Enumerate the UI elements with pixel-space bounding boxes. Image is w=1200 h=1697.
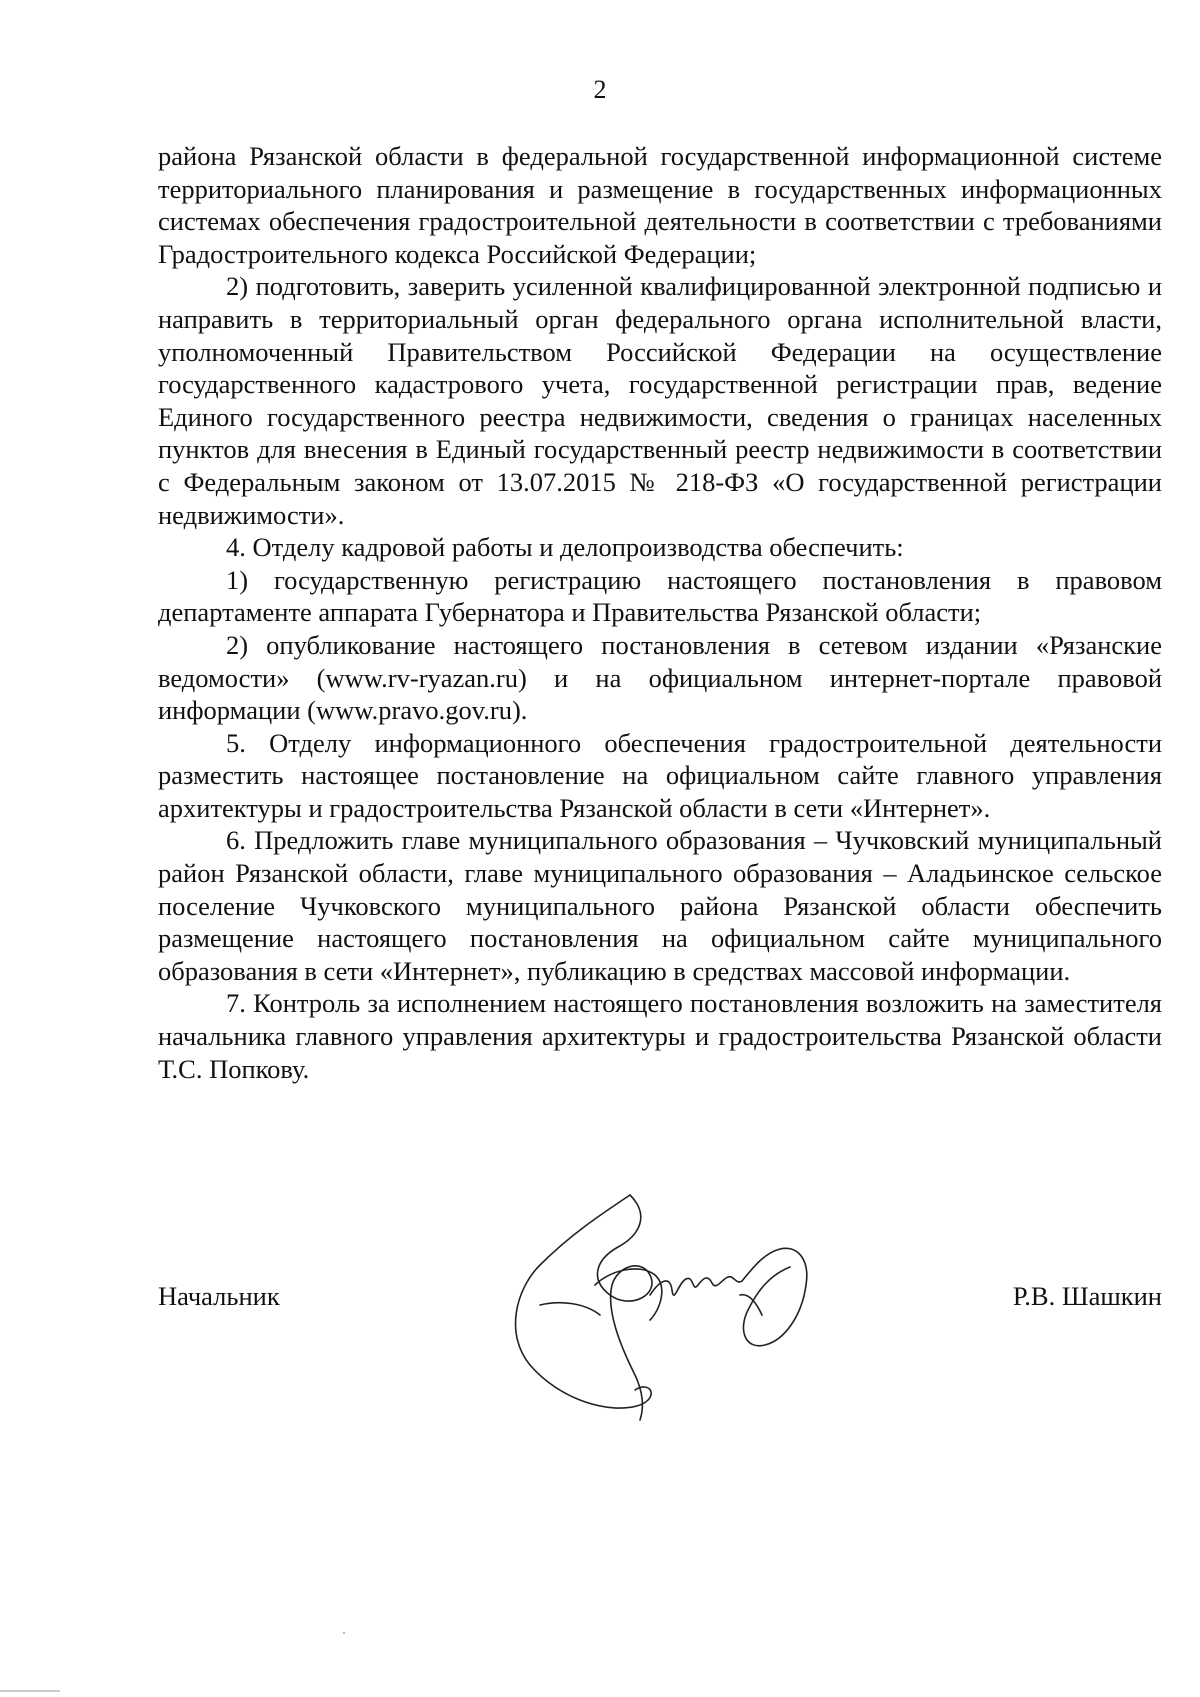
paragraph-item-5: 5. Отделу информационного обеспечения градостроительной деятельности разместить настоящее постановление на официальном сайте главного управления архитектуры и градостроительства Рязанской области в сети «Интернет».: [158, 727, 1162, 823]
handwritten-signature: [500, 1175, 860, 1435]
page-number: 2: [593, 75, 607, 104]
scan-edge-artifact: [0, 1690, 60, 1692]
paragraph-continuation: района Рязанской области в федеральной государственной информационной системе территориального планирования и размещение в государственных информационных системах обеспечения градостроительной деятельности в соответствии с требованиями Градостроительного кодекса Российской Федерации;: [158, 141, 1162, 269]
paragraph-item-4-1: 1) государственную регистрацию настоящего постановления в правовом департаменте аппарата Губернатора и Правительства Рязанской области;: [158, 564, 1162, 628]
scan-artifact: [343, 1632, 345, 1634]
signatory-name: Р.В. Шашкин: [1012, 1281, 1162, 1311]
signatory-title: Начальник: [158, 1281, 280, 1311]
document-body: [158, 140, 1162, 1085]
paragraph-item-2-prepare: 2) подготовить, заверить усиленной квалифицированной электронной подписью и направить в территориальный орган федерального органа исполнительной власти, уполномоченный Правительством Российской Федерации на осуществление государственного кадастрового учета, государственной регистрации прав, ведение Единого государственного реестра недвижимости, сведения о границах населенных пунктов для внесения в Единый государственный реестр недвижимости в соответствии с Федеральным законом от 13.07.2015 № 218-ФЗ «О государственной регистрации недвижимости».: [158, 271, 1162, 530]
paragraph-item-7: 7. Контроль за исполнением настоящего постановления возложить на заместителя начальника главного управления архитектуры и градостроительства Рязанской области Т.С. Попкову.: [158, 988, 1162, 1084]
paragraph-item-4: 4. Отделу кадровой работы и делопроизводства обеспечить:: [226, 532, 904, 563]
paragraph-item-6: 6. Предложить главе муниципального образования – Чучковский муниципальный район Рязанской области, главе муниципального образования – Аладьинское сельское поселение Чучковского муниципального района Рязанской области обеспечить размещение настоящего постановления на официальном сайте муниципального образования в сети «Интернет», публикацию в средствах массовой информации.: [158, 825, 1162, 986]
paragraph-item-4-2: 2) опубликование настоящего постановления в сетевом издании «Рязанские ведомости» (www.rv-ryazan.ru) и на официальном интернет-портале правовой информации (www.pravo.gov.ru).: [158, 629, 1162, 726]
